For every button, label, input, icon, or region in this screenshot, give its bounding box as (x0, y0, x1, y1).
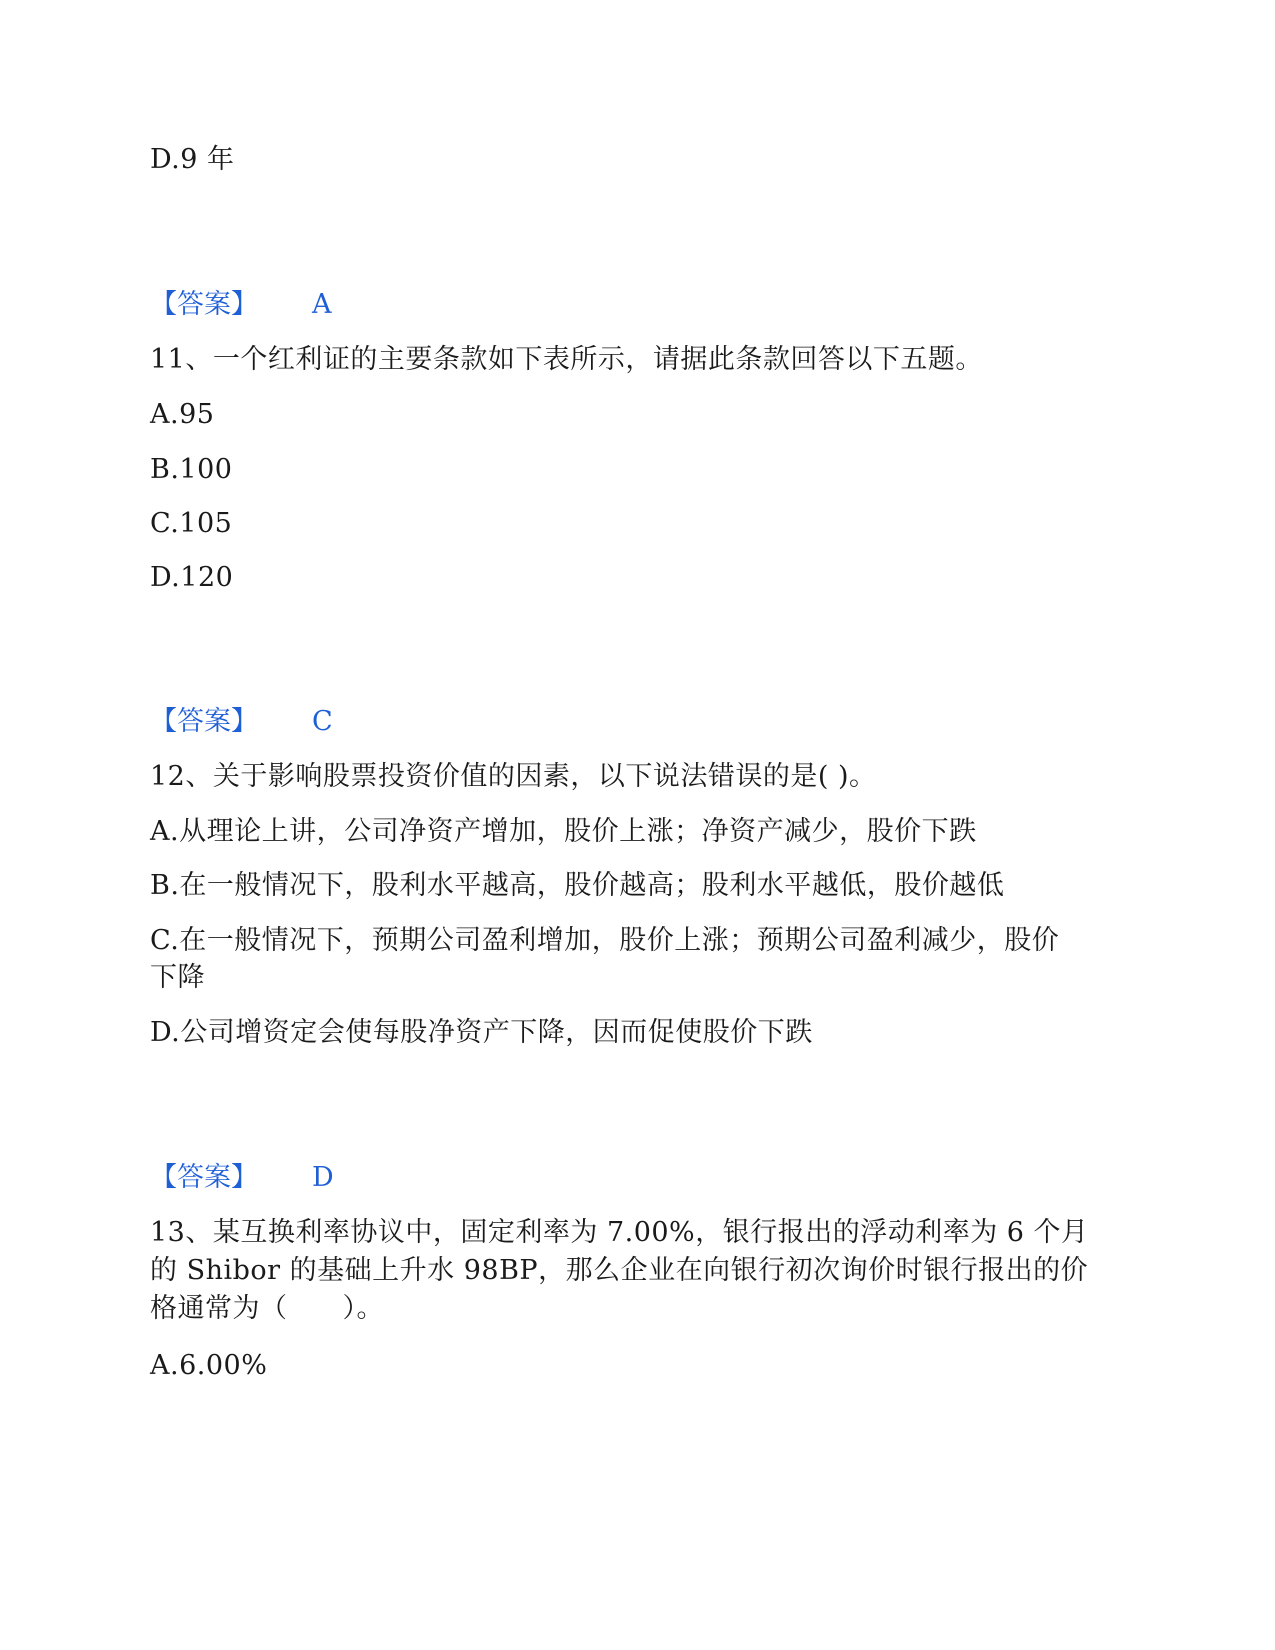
q13-stem-line-3: 格通常为（ ）。 (150, 1293, 384, 1324)
q11-option-a: A.95 (150, 399, 215, 430)
answer-label: 【答案】 (150, 1162, 258, 1193)
q12-option-a: A.从理论上讲，公司净资产增加，股价上涨；净资产减少，股价下跌 (150, 816, 977, 847)
q12-option-d: D.公司增资定会使每股净资产下降，因而促使股价下跌 (150, 1017, 813, 1048)
q13-stem-line-2: 的 Shibor 的基础上升水 98BP，那么企业在向银行初次询价时银行报出的价 (150, 1255, 1089, 1286)
q10-option-d: D.9 年 (150, 144, 235, 175)
q12-option-c-continued: 下降 (150, 962, 205, 993)
answer-value: C (312, 706, 333, 737)
answer-label: 【答案】 (150, 289, 258, 320)
q11-stem: 11、一个红利证的主要条款如下表所示，请据此条款回答以下五题。 (150, 344, 983, 375)
q12-stem: 12、关于影响股票投资价值的因素，以下说法错误的是( )。 (150, 761, 877, 792)
answer-value: D (312, 1162, 334, 1193)
answer-q11 (150, 702, 333, 742)
q13-stem-line-1: 13、某互换利率协议中，固定利率为 7.00%，银行报出的浮动利率为 6 个月 (150, 1217, 1089, 1248)
answer-value: A (312, 289, 332, 320)
q12-option-b: B.在一般情况下，股利水平越高，股价越高；股利水平越低，股价越低 (150, 870, 1005, 901)
q11-option-c: C.105 (150, 508, 233, 539)
answer-q10 (150, 285, 332, 325)
answer-q12 (150, 1158, 334, 1198)
q13-option-a: A.6.00% (150, 1350, 268, 1381)
q11-option-b: B.100 (150, 454, 233, 485)
q11-option-d: D.120 (150, 562, 234, 593)
answer-label: 【答案】 (150, 706, 258, 737)
q12-option-c: C.在一般情况下，预期公司盈利增加，股价上涨；预期公司盈利减少，股价 (150, 925, 1060, 956)
